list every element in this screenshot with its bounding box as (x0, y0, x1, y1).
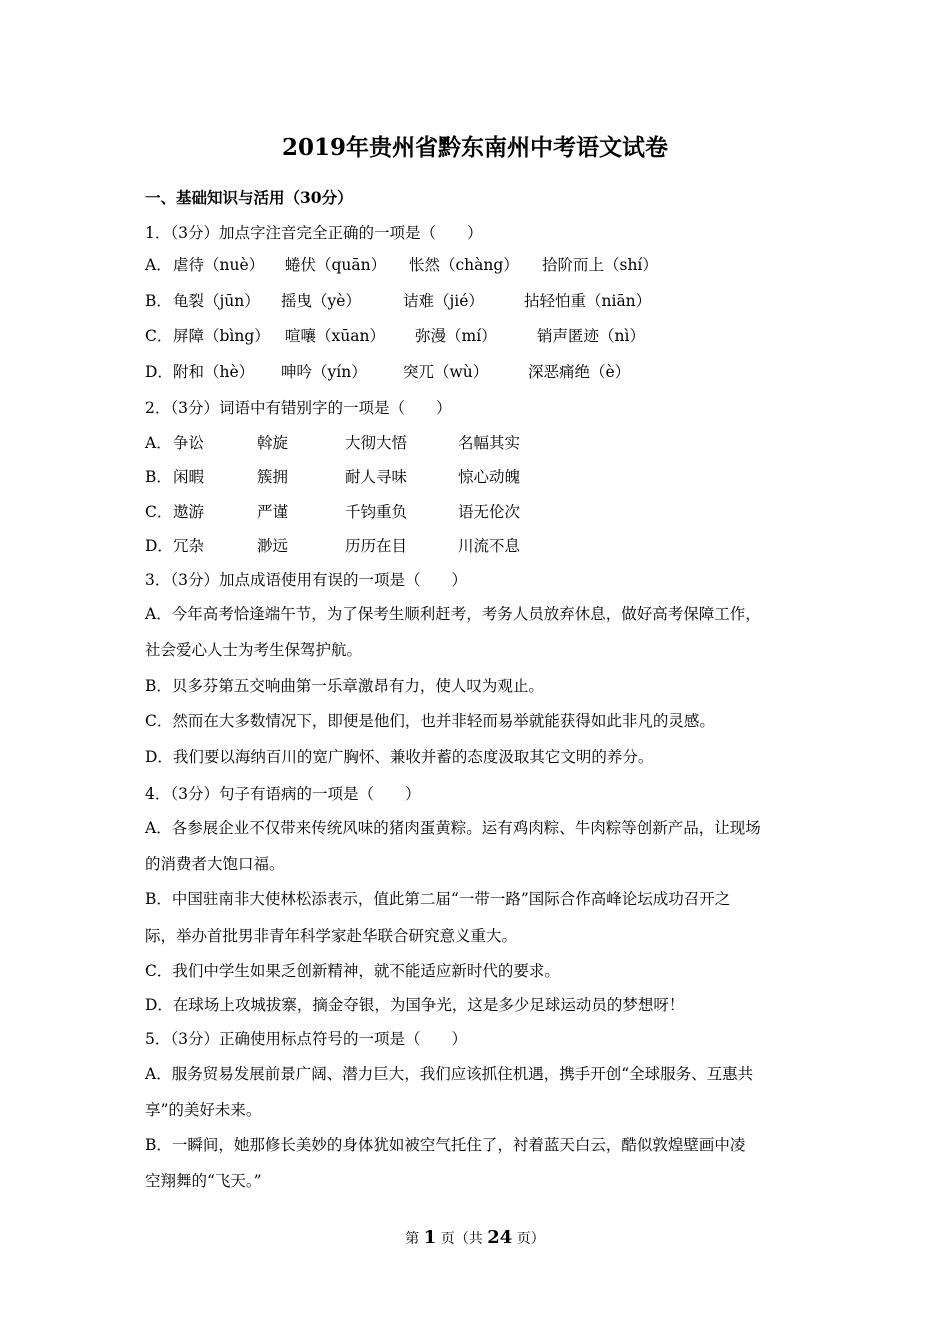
option-item: 千钧重负 (345, 503, 408, 521)
option-item: 弥漫（mí） (415, 327, 497, 345)
option-item: 闲暇 (173, 468, 205, 486)
q5-option-b: B．一瞬间，她那修长美妙的身体犹如被空气托住了，衬着蓝天白云，酷似敦煌壁画中凌 (145, 1136, 746, 1154)
option-item: 销声匿迹（nì） (537, 327, 645, 345)
q3-option-b: B．贝多芬第五交响曲第一乐章激昂有力，使人叹为观止。 (145, 677, 544, 695)
q4-option-c: C．我们中学生如果乏创新精神，就不能适应新时代的要求。 (145, 962, 560, 980)
option-item: 争讼 (173, 434, 205, 452)
option-label: D． (145, 537, 173, 555)
option-item: 严谨 (257, 503, 289, 521)
q4-option-d: D．在球场上攻城拔寨，摘金夺银，为国争光，这是多少足球运动员的梦想呀！ (145, 996, 685, 1014)
q1-option-b (145, 290, 845, 312)
q5-option-a: A．服务贸易发展前景广阔、潜力巨大，我们应该抓住机遇，携手开创“全球服务、互惠共 (145, 1065, 754, 1083)
option-label: C． (145, 327, 173, 345)
q3-option-a: A．今年高考恰逢端午节，为了保考生顺利赶考，考务人员放弃休息，做好高考保障工作， (145, 605, 761, 623)
q3-option-c: C．然而在大多数情况下，即便是他们，也并非轻而易举就能获得如此非凡的灵感。 (145, 712, 715, 730)
option-item: 深恶痛绝（è） (528, 363, 631, 381)
option-item: 簇拥 (257, 468, 289, 486)
option-item: 耐人寻味 (345, 468, 408, 486)
option-item: 龟裂（jūn） (173, 292, 260, 310)
q5-option-b-cont: 空翔舞的“飞天。” (145, 1172, 262, 1190)
total-pages: 24 (487, 1227, 513, 1248)
option-label: C． (145, 503, 173, 521)
option-item: 虐待（nuè） (173, 256, 265, 274)
footer-middle: 页（共 (440, 1231, 483, 1247)
q2-option-c (145, 501, 845, 523)
q5-option-a-cont: 享”的美好未来。 (145, 1101, 262, 1119)
option-item: 附和（hè） (173, 363, 255, 381)
option-item: 惊心动魄 (458, 468, 521, 486)
option-item: 川流不息 (458, 537, 521, 555)
option-item: 呻吟（yín） (281, 363, 367, 381)
question-3-stem: 3．（3分）加点成语使用有误的一项是（ ） (145, 571, 467, 589)
option-label: B． (145, 468, 172, 486)
footer-suffix: 页） (516, 1231, 545, 1247)
option-item: 屏障（bìng） (173, 327, 270, 345)
option-item: 拈轻怕重（niān） (524, 292, 652, 310)
q2-option-d (145, 535, 845, 557)
option-label: A． (145, 256, 172, 274)
option-item: 诘难（jié） (403, 292, 484, 310)
q3-option-a-cont: 社会爱心人士为考生保驾护航。 (145, 641, 363, 659)
option-item: 斡旋 (257, 434, 289, 452)
q1-option-d (145, 361, 845, 383)
q1-option-c (145, 325, 845, 347)
page-footer (0, 1226, 950, 1251)
q2-option-a (145, 432, 845, 454)
question-5-stem: 5．（3分）正确使用标点符号的一项是（ ） (145, 1030, 467, 1048)
question-4-stem: 4．（3分）句子有语病的一项是（ ） (145, 785, 421, 803)
option-item: 蜷伏（quān） (285, 256, 387, 274)
q4-option-a-cont: 的消费者大饱口福。 (145, 855, 285, 873)
option-label: B． (145, 292, 172, 310)
option-item: 冗杂 (173, 537, 205, 555)
option-item: 大彻大悟 (345, 434, 408, 452)
q4-option-b-cont: 际，举办首批男非青年科学家赴华联合研究意义重大。 (145, 927, 518, 945)
q1-option-a (145, 254, 845, 276)
option-item: 突兀（wù） (403, 363, 489, 381)
page-number: 1 (423, 1227, 437, 1248)
q4-option-a: A．各参展企业不仅带来传统风味的猪肉蛋黄粽。运有鸡肉粽、牛肉粽等创新产品，让现场 (145, 819, 761, 837)
option-item: 怅然（chàng） (409, 256, 519, 274)
option-item: 喧嚷（xūan） (285, 327, 385, 345)
q4-option-b: B．中国驻南非大使林松添表示，值此第二届“一带一路”国际合作高峰论坛成功召开之 (145, 890, 731, 908)
section-heading: 一、基础知识与活用（30分） (145, 188, 353, 207)
question-2-stem: 2．（3分）词语中有错别字的一项是（ ） (145, 399, 452, 417)
option-item: 语无伦次 (458, 503, 521, 521)
option-item: 渺远 (257, 537, 289, 555)
footer-prefix: 第 (405, 1231, 420, 1247)
option-label: D． (145, 363, 173, 381)
option-item: 拾阶而上（shí） (542, 256, 658, 274)
option-item: 遨游 (173, 503, 205, 521)
option-label: A． (145, 434, 172, 452)
option-item: 摇曳（yè） (281, 292, 361, 310)
q3-option-d: D．我们要以海纳百川的宽广胸怀、兼收并蓄的态度汲取其它文明的养分。 (145, 748, 654, 766)
question-1-stem: 1．（3分）加点字注音完全正确的一项是（ ） (145, 224, 483, 242)
option-item: 历历在目 (345, 537, 408, 555)
q2-option-b (145, 466, 845, 488)
exam-title: 2019年贵州省黔东南州中考语文试卷 (281, 134, 668, 161)
option-item: 名幅其实 (458, 434, 521, 452)
